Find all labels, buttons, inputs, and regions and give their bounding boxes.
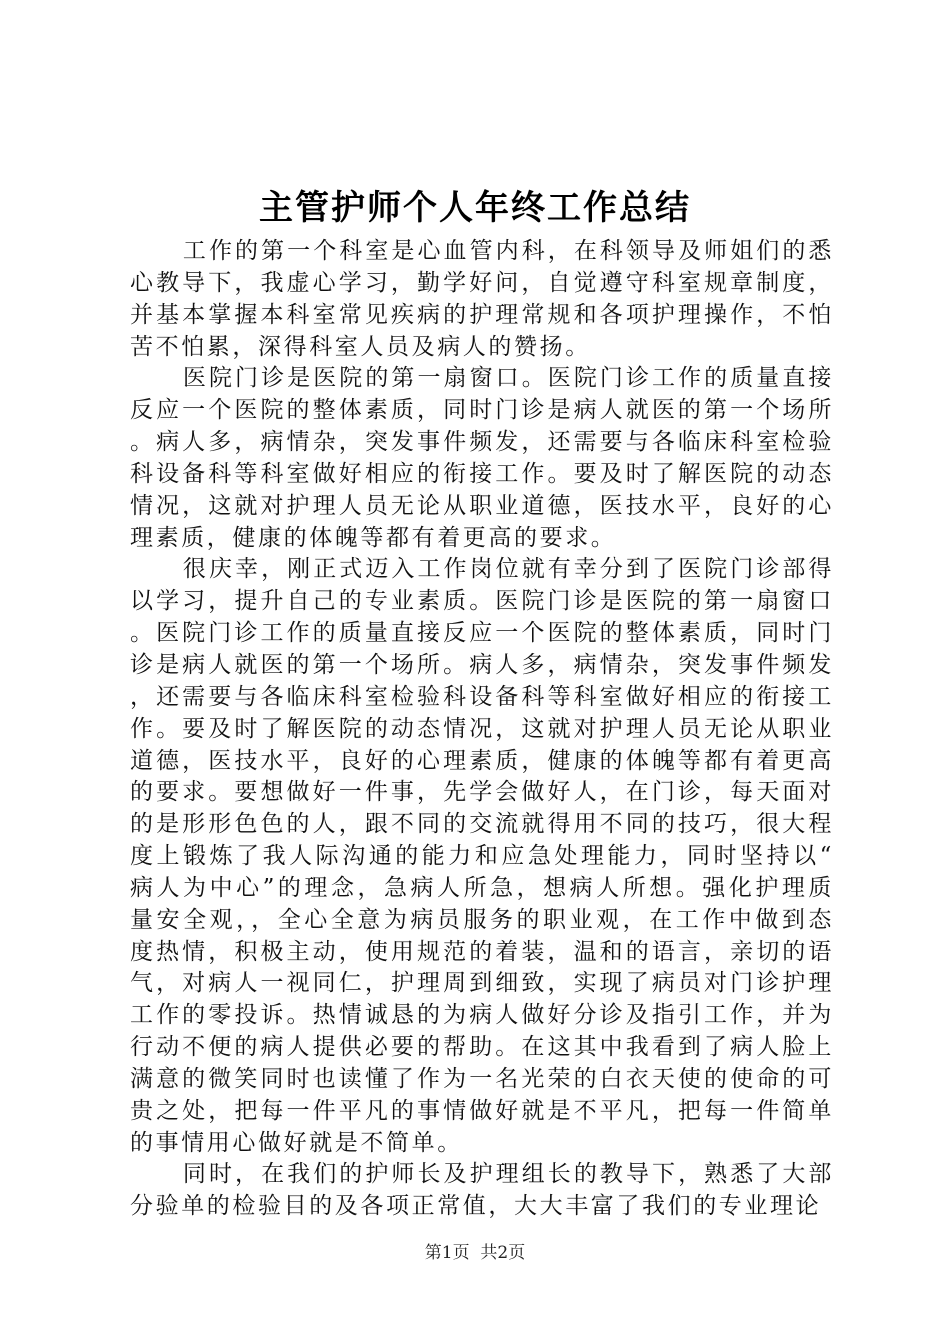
- document-title: 主管护师个人年终工作总结: [259, 188, 691, 228]
- page-number-total: 共2页: [480, 1243, 526, 1263]
- paragraph-2: 医院门诊是医院的第一扇窗口。医院门诊工作的质量直接反应一个医院的整体素质，同时门诊是病人就医的第一个场所。病人多，病情杂，突发事件频发，还需要与各临床科室检验科设备科等科室做好相应的衔接工作。要及时了解医院的动态情况，这就对护理人员无论从职业道德，医技水平，良好的心理素质，健康的体魄等都有着更高的要求。: [130, 365, 834, 551]
- footer-separator: [470, 1243, 481, 1263]
- document-body: [130, 236, 834, 1223]
- page-footer: [0, 1242, 950, 1264]
- paragraph-3: 很庆幸，刚正式迈入工作岗位就有幸分到了医院门诊部得以学习，提升自己的专业素质。医院门诊是医院的第一扇窗口。医院门诊工作的质量直接反应一个医院的整体素质，同时门诊是病人就医的第一个场所。病人多，病情杂，突发事件频发，还需要与各临床科室检验科设备科等科室做好相应的衔接工作。要及时了解医院的动态情况，这就对护理人员无论从职业道德，医技水平，良好的心理素质，健康的体魄等都有着更高的要求。要想做好一件事，先学会做好人，在门诊，每天面对的是形形色色的人，跟不同的交流就得用不同的技巧，很大程度上锻炼了我人际沟通的能力和应急处理能力，同时坚持以“病人为中心”的理念，急病人所急，想病人所想。强化护理质量安全观，，全心全意为病员服务的职业观，在工作中做到态度热情，积极主动，使用规范的着装，温和的语言，亲切的语气，对病人一视同仁，护理周到细致，实现了病员对门诊护理工作的零投诉。热情诚恳的为病人做好分诊及指引工作，并为行动不便的病人提供必要的帮助。在这其中我看到了病人脸上满意的微笑同时也读懂了作为一名光荣的白衣天使的使命的可贵之处，把每一件平凡的事情做好就是不平凡，把每一件简单的事情用心做好就是不简单。: [130, 556, 834, 1156]
- paragraph-4: 同时，在我们的护师长及护理组长的教导下，熟悉了大部分验单的检验目的及各项正常值，大大丰富了我们的专业理论: [130, 1161, 834, 1220]
- page-number-current: 第1页: [424, 1243, 470, 1263]
- paragraph-1: 工作的第一个科室是心血管内科，在科领导及师姐们的悉心教导下，我虚心学习，勤学好问，自觉遵守科室规章制度，并基本掌握本科室常见疾病的护理常规和各项护理操作，不怕苦不怕累，深得科室人员及病人的赞扬。: [130, 238, 834, 360]
